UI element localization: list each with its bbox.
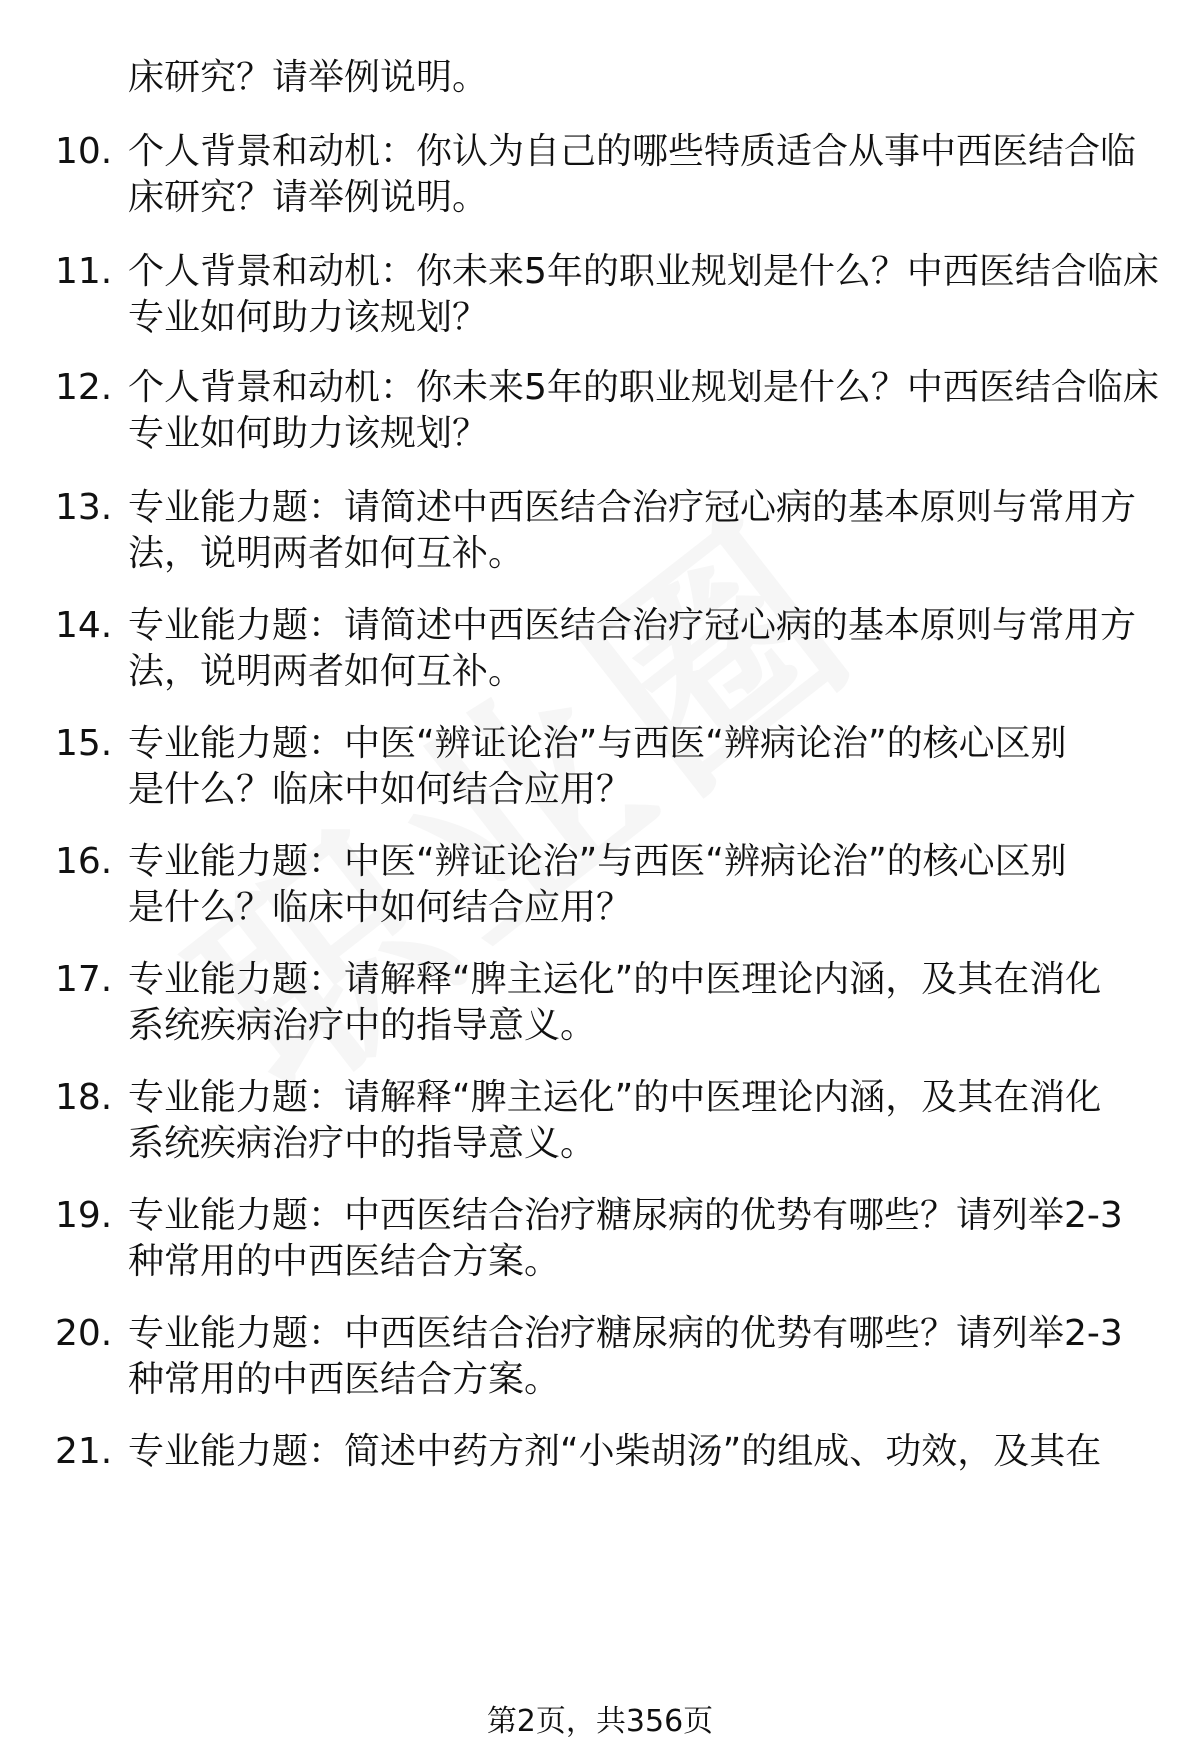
item-text-line: 系统疾病治疗中的指导意义。 xyxy=(128,1005,597,1046)
list-item xyxy=(0,1308,1200,1360)
item-text-line: 种常用的中西医结合方案。 xyxy=(128,1359,561,1400)
item-text-line: 专业如何助力该规划？ xyxy=(128,413,489,454)
list-item-continuation xyxy=(0,52,1200,104)
item-text-line: 种常用的中西医结合方案。 xyxy=(128,1241,561,1282)
item-text-line: 专业能力题：请简述中西医结合治疗冠心病的基本原则与常用方 xyxy=(128,487,1137,528)
item-text-line: 专业能力题：简述中药方剂“小柴胡汤”的组成、功效，及其在 xyxy=(128,1431,1102,1472)
item-text-line: 专业能力题：中医“辨证论治”与西医“辨病论治”的核心区别 xyxy=(128,841,1067,882)
item-number: 20. xyxy=(55,1313,113,1354)
list-item-line2 xyxy=(0,292,1200,344)
list-item xyxy=(0,246,1200,298)
item-text-line: 个人背景和动机：你认为自己的哪些特质适合从事中西医结合临 xyxy=(128,131,1137,172)
item-text-line: 个人背景和动机：你未来5年的职业规划是什么？中西医结合临床 xyxy=(128,251,1159,292)
item-number: 21. xyxy=(55,1431,113,1472)
item-text-line: 专业能力题：中西医结合治疗糖尿病的优势有哪些？请列举2-3 xyxy=(128,1195,1123,1236)
list-item-line2 xyxy=(0,1354,1200,1406)
list-item-line2 xyxy=(0,1236,1200,1288)
list-item xyxy=(0,1072,1200,1124)
item-number: 17. xyxy=(55,959,113,1000)
item-text-line: 法，说明两者如何互补。 xyxy=(128,533,525,574)
list-item xyxy=(0,954,1200,1006)
list-item xyxy=(0,482,1200,534)
item-text-line: 是什么？临床中如何结合应用？ xyxy=(128,769,633,810)
item-number: 13. xyxy=(55,487,113,528)
item-number: 11. xyxy=(55,251,113,292)
item-text-line: 个人背景和动机：你未来5年的职业规划是什么？中西医结合临床 xyxy=(128,367,1159,408)
list-item-line2 xyxy=(0,764,1200,816)
list-item-line2 xyxy=(0,172,1200,224)
list-item xyxy=(0,1426,1200,1478)
list-item-line2 xyxy=(0,528,1200,580)
item-number: 16. xyxy=(55,841,113,882)
item-number: 10. xyxy=(55,131,113,172)
item-text-line: 专业能力题：请解释“脾主运化”的中医理论内涵，及其在消化 xyxy=(128,959,1102,1000)
item-text-line: 专业能力题：中医“辨证论治”与西医“辨病论治”的核心区别 xyxy=(128,723,1067,764)
item-text-line: 专业能力题：请简述中西医结合治疗冠心病的基本原则与常用方 xyxy=(128,605,1137,646)
item-text-line: 系统疾病治疗中的指导意义。 xyxy=(128,1123,597,1164)
list-item-line2 xyxy=(0,1000,1200,1052)
list-item xyxy=(0,362,1200,414)
item-text-line: 专业能力题：请解释“脾主运化”的中医理论内涵，及其在消化 xyxy=(128,1077,1102,1118)
list-item xyxy=(0,718,1200,770)
item-text-line: 床研究？请举例说明。 xyxy=(128,177,489,218)
item-text-line: 是什么？临床中如何结合应用？ xyxy=(128,887,633,928)
item-number: 12. xyxy=(55,367,113,408)
list-item-line2 xyxy=(0,408,1200,460)
list-item-line2 xyxy=(0,1118,1200,1170)
item-text-line: 床研究？请举例说明。 xyxy=(128,57,489,98)
item-number: 18. xyxy=(55,1077,113,1118)
list-item-line2 xyxy=(0,882,1200,934)
list-item xyxy=(0,126,1200,178)
item-number: 19. xyxy=(55,1195,113,1236)
list-item-line2 xyxy=(0,646,1200,698)
list-item xyxy=(0,600,1200,652)
item-number: 15. xyxy=(55,723,113,764)
list-item xyxy=(0,836,1200,888)
item-number: 14. xyxy=(55,605,113,646)
item-text-line: 专业能力题：中西医结合治疗糖尿病的优势有哪些？请列举2-3 xyxy=(128,1313,1123,1354)
list-item xyxy=(0,1190,1200,1242)
item-text-line: 法，说明两者如何互补。 xyxy=(128,651,525,692)
page-footer: 第2页，共356页 xyxy=(486,1704,714,1739)
item-text-line: 专业如何助力该规划？ xyxy=(128,297,489,338)
